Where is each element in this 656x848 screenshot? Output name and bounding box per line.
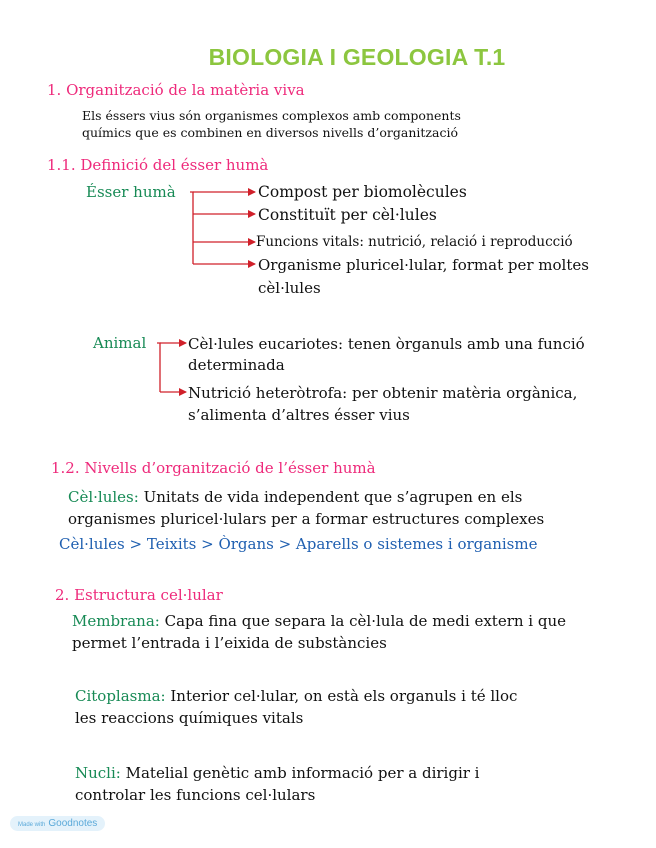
membrana-line-1 [72,610,566,632]
made-with-goodnotes-badge [10,816,105,831]
section-1-intro-line-2: químics que es combinen en diversos nivells d’organització [82,125,458,140]
page-title: BIOLOGIA I GEOLOGIA T.1 [208,44,506,70]
citoplasma-definition-text: Interior cel·lular, on està els organuls i té lloc [165,687,518,705]
nucli-line-2: controlar les funcions cel·lulars [75,786,316,804]
cells-definition-line-1 [68,486,522,508]
animal-item-2: Nutrició heteròtrofa: per obtenir matèria orgànica, [188,384,578,402]
citoplasma-term: Citoplasma: [75,687,166,705]
section-1-1-heading: 1.1. Definició del ésser humà [47,156,269,174]
section-1-heading: 1. Organització de la matèria viva [47,81,305,99]
nucli-line-1 [75,762,479,784]
citoplasma-line-2: les reaccions químiques vitals [75,709,304,727]
animal-item-1-cont: determinada [188,356,285,374]
membrana-definition-text: Capa fina que separa la cèl·lula de medi extern i que [159,612,567,630]
esser-item-3: Funcions vitals: nutrició, relació i reproducció [256,234,573,250]
membrana-line-2: permet l’entrada i l’eixida de substàncies [72,634,387,652]
section-1-intro-line-1: Els éssers vius són organismes complexos amb components [82,108,461,123]
nucli-term: Nucli: [75,764,121,782]
animal-label: Animal [93,334,147,352]
cells-definition-line-2: organismes pluricel·lulars per a formar estructures complexes [68,510,545,528]
organization-hierarchy: Cèl·lules > Teixits > Òrgans > Aparells o sistemes i organisme [59,535,538,553]
esser-item-4: Organisme pluricel·lular, format per moltes [258,256,589,274]
badge-brand: Goodnotes [48,818,98,829]
cells-definition-text: Unitats de vida independent que s’agrupen en els [138,488,523,506]
section-2-heading: 2. Estructura cel·lular [55,586,223,604]
section-1-2-heading: 1.2. Nivells d’organització de l’ésser humà [51,459,376,477]
nucli-definition-text: Matelial genètic amb informació per a dirigir i [120,764,480,782]
esser-item-4-cont: cèl·lules [258,279,321,297]
animal-item-1: Cèl·lules eucariotes: tenen òrganuls amb una funció [188,335,585,353]
citoplasma-line-1 [75,685,517,707]
animal-item-2-cont: s’alimenta d’altres ésser vius [188,406,410,424]
esser-item-1: Compost per biomolècules [258,183,467,201]
cells-term: Cèl·lules: [68,488,139,506]
esser-trunk-line [190,192,193,264]
esser-huma-label: Ésser humà [86,183,176,201]
animal-trunk-line [157,343,160,392]
badge-prefix: Made with [18,822,46,828]
esser-item-2: Constituït per cèl·lules [258,206,437,224]
membrana-term: Membrana: [72,612,160,630]
